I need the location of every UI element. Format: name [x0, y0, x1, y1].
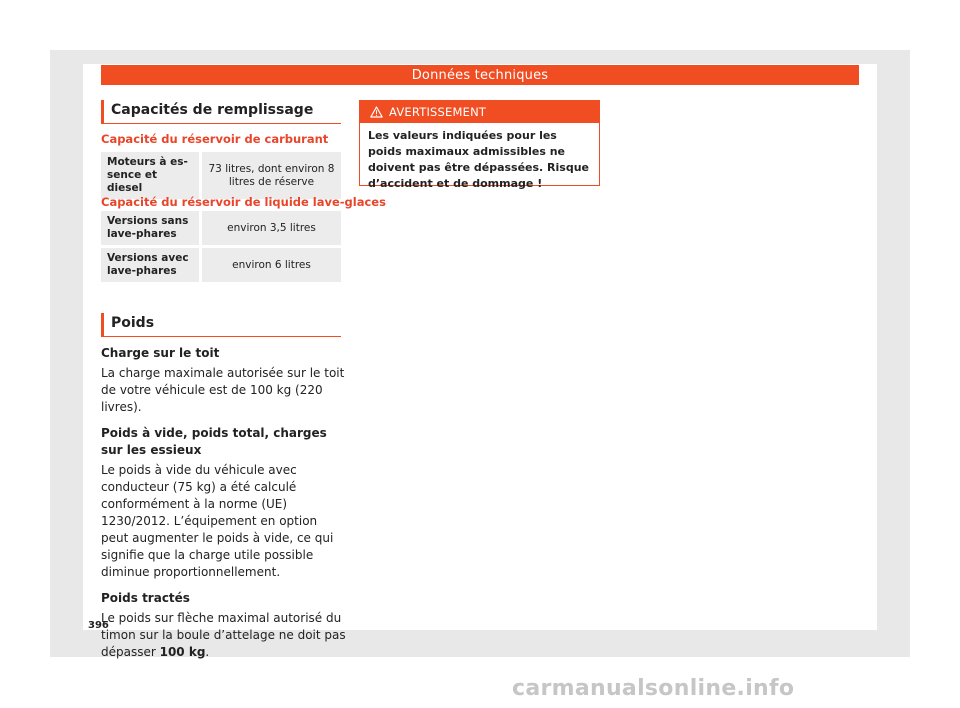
warning-text: Les valeurs indiquées pour les poids maximaux admissibles ne doivent pas être dépassées. Risque d’accident et de dommage ! [368, 129, 590, 190]
roof-load-title: Charge sur le toit [101, 346, 220, 360]
section-title: Poids [111, 315, 155, 331]
empty-weight-text: Le poids à vide du véhicule avec conducteur (75 kg) a été calculé conformément à la norme (UE) 1230/2012. L’équipement en option peut augmenter le poids à vide, ce qui signifie que la charge utile possible diminue proportionnellement. [101, 463, 334, 579]
chapter-header [101, 65, 859, 85]
empty-weight-title: Poids à vide, poids total, charges sur les essieux [101, 426, 327, 457]
section-heading-capacities [101, 100, 341, 124]
warning-title: AVERTISSEMENT [389, 105, 487, 119]
table-row [101, 152, 341, 199]
section-heading-weights [101, 313, 341, 337]
table-row [101, 248, 341, 282]
washer-tank-table [101, 208, 341, 285]
washer-tank-title: Capacité du réservoir de liquide lave-glaces [101, 195, 386, 209]
row-value: 73 litres, dont environ 8 litres de réserve [199, 152, 341, 199]
fuel-tank-title: Capacité du réservoir de carburant [101, 132, 329, 146]
towed-text-end: . [205, 645, 210, 659]
page-number: 396 [88, 620, 109, 631]
row-label: Moteurs à essence et diesel [101, 152, 199, 199]
warning-box [359, 100, 600, 190]
row-label: Versions avec lave-phares [101, 248, 199, 282]
towed-weight-text [101, 610, 346, 661]
table-row [101, 211, 341, 245]
roof-load-text: La charge maximale autorisée sur le toit de votre véhicule est de 100 kg (220 livres). [101, 366, 345, 414]
warning-triangle-icon [370, 106, 383, 118]
warning-header [360, 101, 599, 123]
weights-body [101, 345, 346, 661]
row-value: environ 3,5 litres [199, 211, 341, 245]
section-title: Capacités de remplissage [111, 102, 314, 118]
row-label: Versions sans lave-phares [101, 211, 199, 245]
towed-weight-title: Poids tractés [101, 591, 190, 605]
towed-text-part: Le poids sur flèche maximal autorisé du timon sur la boule d’attelage ne doit pas dépasser [101, 611, 346, 659]
chapter-title: Données techniques [411, 67, 549, 83]
row-value: environ 6 litres [199, 248, 341, 282]
watermark: carmanualsonline.info [512, 676, 795, 701]
towed-limit-value: 100 kg [159, 645, 206, 659]
